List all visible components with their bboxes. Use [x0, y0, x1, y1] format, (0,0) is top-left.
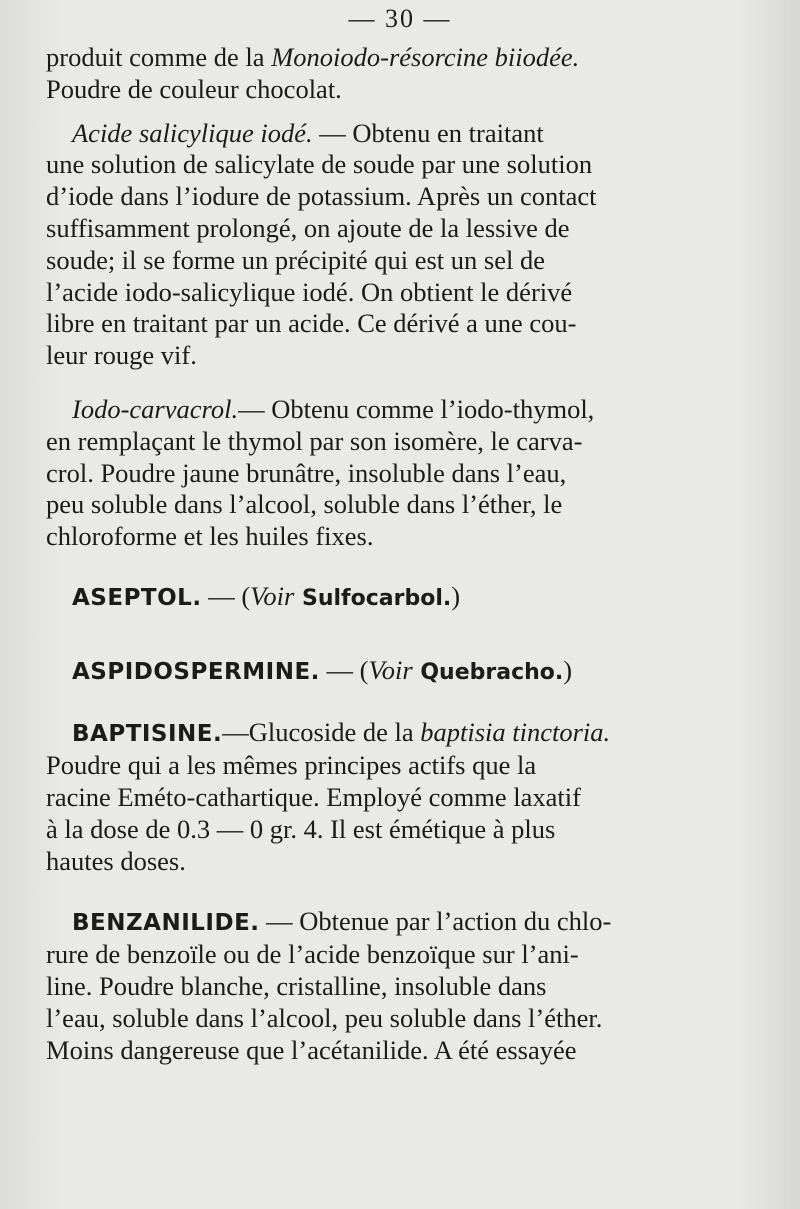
- cross-reference-target: Sulfocarbol.: [294, 585, 452, 611]
- paragraph-continuation: [46, 42, 736, 106]
- text-line: produit comme de la Monoiodo-résorcine biiodée.: [46, 42, 580, 72]
- entry-title: Iodo-carvacrol.: [72, 393, 239, 424]
- entry-baptisine: [46, 717, 736, 878]
- entry-aseptol: [46, 581, 736, 615]
- text-line: peu soluble dans l’alcool, soluble dans l’éther, le: [46, 489, 563, 520]
- italic-term: baptisia tinctoria.: [420, 716, 611, 747]
- entry-title: Acide salicylique iodé.: [72, 117, 313, 148]
- text-line: l’eau, soluble dans l’alcool, peu soluble dans l’éther.: [46, 1002, 603, 1033]
- cross-reference-line: ASPIDOSPERMINE. — (Voir Quebracho.): [72, 654, 573, 685]
- text-line: racine Eméto-cathartique. Employé comme laxatif: [46, 782, 581, 813]
- text-line: Acide salicylique iodé. — Obtenu en traitant: [72, 117, 544, 148]
- entry-heading: ASEPTOL.: [72, 584, 202, 611]
- entry-acide-salicylique-iode: [46, 118, 736, 372]
- text-line: Iodo-carvacrol.— Obtenu comme l’iodo-thymol,: [72, 393, 595, 424]
- text-line: libre en traitant par un acide. Ce dérivé a une cou-: [46, 308, 577, 339]
- text-line: leur rouge vif.: [46, 340, 197, 371]
- text-line: soude; il se forme un précipité qui est un sel de: [46, 244, 545, 275]
- text-line: d’iode dans l’iodure de potassium. Après un contact: [46, 181, 597, 212]
- entry-heading: ASPIDOSPERMINE.: [72, 658, 320, 685]
- text-line: l’acide iodo-salicylique iodé. On obtient le dérivé: [46, 276, 573, 307]
- text-line: une solution de salicylate de soude par une solution: [46, 149, 593, 180]
- text-line: Poudre de couleur chocolat.: [46, 73, 342, 104]
- text-line: suffisamment prolongé, on ajoute de la lessive de: [46, 212, 570, 243]
- cross-reference-line: ASEPTOL. — (Voir Sulfocarbol.): [72, 580, 461, 611]
- cross-reference-target: Quebracho.: [412, 659, 564, 685]
- text-line: line. Poudre blanche, cristalline, insoluble dans: [46, 971, 547, 1002]
- text-line: Poudre qui a les mêmes principes actifs que la: [46, 750, 537, 781]
- text-line: à la dose de 0.3 — 0 gr. 4. Il est émétique à plus: [46, 813, 556, 844]
- text-line: rure de benzoïle ou de l’acide benzoïque sur l’ani-: [46, 939, 579, 970]
- text-line: crol. Poudre jaune brunâtre, insoluble dans l’eau,: [46, 457, 567, 488]
- page-number: — 30 —: [348, 4, 452, 33]
- entry-aspidospermine: [46, 655, 736, 689]
- page-body: [46, 42, 736, 1067]
- text-line: Moins dangereuse que l’acétanilide. A été essayée: [46, 1034, 577, 1065]
- text-line: en remplaçant le thymol par son isomère, le carva-: [46, 425, 583, 456]
- entry-heading: BAPTISINE.: [72, 720, 223, 747]
- text-line: hautes doses.: [46, 845, 186, 876]
- italic-term: Monoiodo-résorcine biiodée.: [271, 42, 580, 72]
- text-line: chloroforme et les huiles fixes.: [46, 521, 374, 552]
- text-line: BAPTISINE.—Glucoside de la baptisia tinctoria.: [72, 716, 611, 747]
- entry-benzanilide: [46, 906, 736, 1067]
- text-line: BENZANILIDE. — Obtenue par l’action du chlo-: [72, 905, 612, 936]
- entry-iodo-carvacrol: [46, 394, 736, 553]
- entry-heading: BENZANILIDE.: [72, 909, 260, 936]
